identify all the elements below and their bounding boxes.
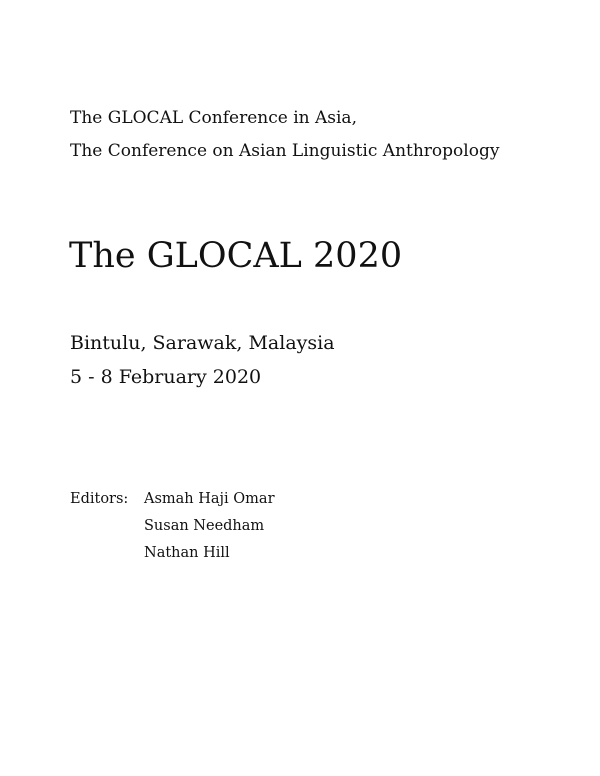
- venue-location: Bintulu, Sarawak, Malaysia: [70, 332, 335, 354]
- venue-dates: 5 - 8 February 2020: [70, 366, 262, 388]
- series-line-1: The GLOCAL Conference in Asia,: [70, 108, 357, 128]
- editors-label: Editors:: [70, 491, 129, 507]
- editor-name: Susan Needham: [144, 518, 265, 534]
- venue-info: [70, 326, 335, 394]
- conference-series: [70, 102, 580, 168]
- editor-name: Nathan Hill: [144, 545, 230, 561]
- editors-section: [70, 486, 275, 567]
- editor-name: Asmah Haji Omar: [144, 491, 275, 507]
- editor-row: [70, 540, 275, 567]
- page-title: The GLOCAL 2020: [69, 236, 403, 276]
- editor-row: [70, 486, 275, 513]
- series-line-2: The Conference on Asian Linguistic Anthropology: [70, 141, 500, 161]
- editor-row: [70, 513, 275, 540]
